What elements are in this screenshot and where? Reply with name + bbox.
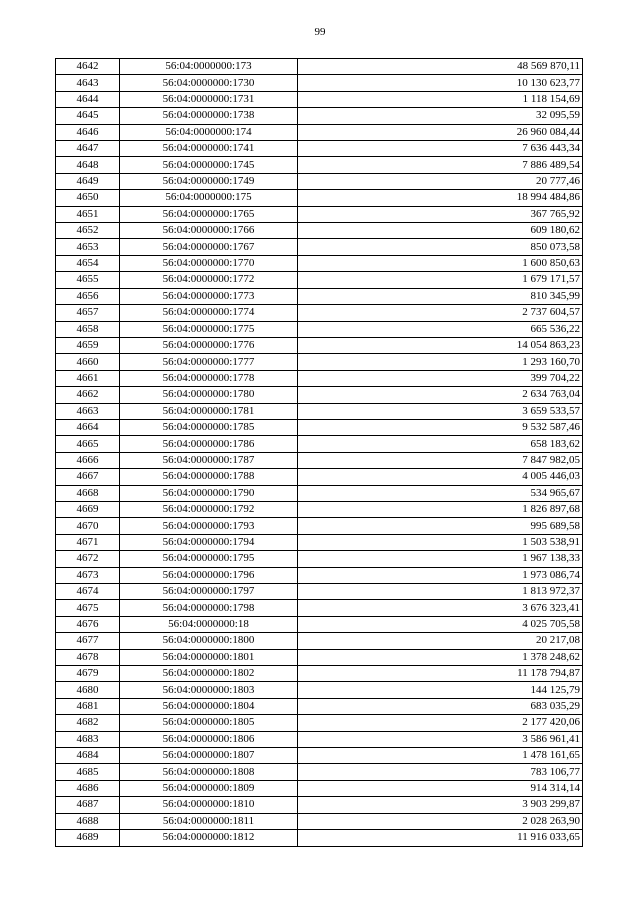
- cadastral-number-cell: 56:04:0000000:173: [120, 59, 298, 75]
- table-row: [56, 108, 583, 124]
- row-number-cell: 4661: [56, 370, 120, 386]
- cadastral-number-cell: 56:04:0000000:1777: [120, 354, 298, 370]
- row-number-cell: 4681: [56, 698, 120, 714]
- cadastral-number-cell: 56:04:0000000:1780: [120, 387, 298, 403]
- table-row: [56, 731, 583, 747]
- cadastral-number-cell: 56:04:0000000:1795: [120, 551, 298, 567]
- table-row: [56, 780, 583, 796]
- cadastral-value-table: [55, 58, 583, 847]
- cadastral-number-cell: 56:04:0000000:1792: [120, 501, 298, 517]
- table-body: [56, 59, 583, 847]
- cadastral-value-cell: 2 177 420,06: [298, 715, 583, 731]
- cadastral-value-cell: 1 679 171,57: [298, 272, 583, 288]
- cadastral-value-cell: 144 125,79: [298, 682, 583, 698]
- cadastral-number-cell: 56:04:0000000:1809: [120, 780, 298, 796]
- row-number-cell: 4650: [56, 190, 120, 206]
- row-number-cell: 4670: [56, 518, 120, 534]
- row-number-cell: 4666: [56, 452, 120, 468]
- cadastral-value-cell: 609 180,62: [298, 223, 583, 239]
- cadastral-number-cell: 56:04:0000000:1772: [120, 272, 298, 288]
- table-row: [56, 469, 583, 485]
- table-row: [56, 813, 583, 829]
- cadastral-number-cell: 56:04:0000000:1802: [120, 666, 298, 682]
- table-row: [56, 255, 583, 271]
- cadastral-number-cell: 56:04:0000000:1807: [120, 748, 298, 764]
- cadastral-value-cell: 9 532 587,46: [298, 419, 583, 435]
- cadastral-number-cell: 56:04:0000000:1741: [120, 141, 298, 157]
- cadastral-number-cell: 56:04:0000000:1765: [120, 206, 298, 222]
- table-row: [56, 830, 583, 846]
- row-number-cell: 4642: [56, 59, 120, 75]
- row-number-cell: 4665: [56, 436, 120, 452]
- row-number-cell: 4685: [56, 764, 120, 780]
- cadastral-value-cell: 7 636 443,34: [298, 141, 583, 157]
- cadastral-value-cell: 48 569 870,11: [298, 59, 583, 75]
- row-number-cell: 4644: [56, 91, 120, 107]
- row-number-cell: 4664: [56, 419, 120, 435]
- cadastral-number-cell: 56:04:0000000:1793: [120, 518, 298, 534]
- table-row: [56, 157, 583, 173]
- row-number-cell: 4679: [56, 666, 120, 682]
- row-number-cell: 4671: [56, 534, 120, 550]
- row-number-cell: 4656: [56, 288, 120, 304]
- table-row: [56, 797, 583, 813]
- table-row: [56, 682, 583, 698]
- cadastral-value-cell: 1 973 086,74: [298, 567, 583, 583]
- table-row: [56, 305, 583, 321]
- row-number-cell: 4663: [56, 403, 120, 419]
- cadastral-number-cell: 56:04:0000000:1785: [120, 419, 298, 435]
- cadastral-value-cell: 3 586 961,41: [298, 731, 583, 747]
- cadastral-value-cell: 783 106,77: [298, 764, 583, 780]
- table-row: [56, 551, 583, 567]
- cadastral-number-cell: 56:04:0000000:18: [120, 616, 298, 632]
- cadastral-number-cell: 56:04:0000000:1805: [120, 715, 298, 731]
- cadastral-number-cell: 56:04:0000000:1770: [120, 255, 298, 271]
- row-number-cell: 4676: [56, 616, 120, 632]
- cadastral-value-cell: 1 118 154,69: [298, 91, 583, 107]
- row-number-cell: 4683: [56, 731, 120, 747]
- cadastral-value-cell: 2 028 263,90: [298, 813, 583, 829]
- table-row: [56, 190, 583, 206]
- cadastral-value-cell: 995 689,58: [298, 518, 583, 534]
- cadastral-value-cell: 850 073,58: [298, 239, 583, 255]
- table-row: [56, 272, 583, 288]
- cadastral-number-cell: 56:04:0000000:1796: [120, 567, 298, 583]
- row-number-cell: 4652: [56, 223, 120, 239]
- row-number-cell: 4646: [56, 124, 120, 140]
- row-number-cell: 4651: [56, 206, 120, 222]
- page-number: 99: [314, 26, 326, 38]
- cadastral-value-cell: 1 813 972,37: [298, 584, 583, 600]
- cadastral-value-cell: 3 903 299,87: [298, 797, 583, 813]
- table-row: [56, 387, 583, 403]
- cadastral-value-cell: 7 886 489,54: [298, 157, 583, 173]
- table-row: [56, 321, 583, 337]
- cadastral-number-cell: 56:04:0000000:1781: [120, 403, 298, 419]
- table-row: [56, 173, 583, 189]
- row-number-cell: 4674: [56, 584, 120, 600]
- row-number-cell: 4654: [56, 255, 120, 271]
- cadastral-value-cell: 20 217,08: [298, 633, 583, 649]
- row-number-cell: 4653: [56, 239, 120, 255]
- cadastral-number-cell: 56:04:0000000:1800: [120, 633, 298, 649]
- row-number-cell: 4682: [56, 715, 120, 731]
- row-number-cell: 4686: [56, 780, 120, 796]
- cadastral-value-cell: 26 960 084,44: [298, 124, 583, 140]
- cadastral-value-cell: 1 826 897,68: [298, 501, 583, 517]
- table-row: [56, 223, 583, 239]
- row-number-cell: 4657: [56, 305, 120, 321]
- cadastral-number-cell: 56:04:0000000:1811: [120, 813, 298, 829]
- table-row: [56, 419, 583, 435]
- table-row: [56, 436, 583, 452]
- row-number-cell: 4660: [56, 354, 120, 370]
- row-number-cell: 4677: [56, 633, 120, 649]
- table-row: [56, 518, 583, 534]
- row-number-cell: 4672: [56, 551, 120, 567]
- cadastral-value-cell: 3 659 533,57: [298, 403, 583, 419]
- row-number-cell: 4655: [56, 272, 120, 288]
- cadastral-number-cell: 56:04:0000000:1749: [120, 173, 298, 189]
- cadastral-value-cell: 14 054 863,23: [298, 337, 583, 353]
- table-row: [56, 534, 583, 550]
- cadastral-value-cell: 1 503 538,91: [298, 534, 583, 550]
- cadastral-value-cell: 10 130 623,77: [298, 75, 583, 91]
- cadastral-value-cell: 683 035,29: [298, 698, 583, 714]
- row-number-cell: 4662: [56, 387, 120, 403]
- row-number-cell: 4680: [56, 682, 120, 698]
- table-row: [56, 666, 583, 682]
- table-row: [56, 501, 583, 517]
- table-row: [56, 485, 583, 501]
- cadastral-value-cell: 1 967 138,33: [298, 551, 583, 567]
- table-row: [56, 75, 583, 91]
- cadastral-value-cell: 665 536,22: [298, 321, 583, 337]
- table-row: [56, 91, 583, 107]
- cadastral-number-cell: 56:04:0000000:1766: [120, 223, 298, 239]
- cadastral-value-cell: 1 478 161,65: [298, 748, 583, 764]
- cadastral-value-cell: 4 025 705,58: [298, 616, 583, 632]
- cadastral-number-cell: 56:04:0000000:1786: [120, 436, 298, 452]
- cadastral-value-cell: 11 916 033,65: [298, 830, 583, 846]
- cadastral-value-cell: 810 345,99: [298, 288, 583, 304]
- cadastral-number-cell: 56:04:0000000:1773: [120, 288, 298, 304]
- cadastral-number-cell: 56:04:0000000:174: [120, 124, 298, 140]
- row-number-cell: 4649: [56, 173, 120, 189]
- table-row: [56, 288, 583, 304]
- table-row: [56, 403, 583, 419]
- row-number-cell: 4688: [56, 813, 120, 829]
- cadastral-number-cell: 56:04:0000000:1767: [120, 239, 298, 255]
- cadastral-value-cell: 1 378 248,62: [298, 649, 583, 665]
- cadastral-number-cell: 56:04:0000000:1801: [120, 649, 298, 665]
- cadastral-number-cell: 56:04:0000000:1798: [120, 600, 298, 616]
- cadastral-number-cell: 56:04:0000000:1806: [120, 731, 298, 747]
- table-row: [56, 715, 583, 731]
- cadastral-number-cell: 56:04:0000000:1787: [120, 452, 298, 468]
- table-row: [56, 584, 583, 600]
- row-number-cell: 4668: [56, 485, 120, 501]
- row-number-cell: 4689: [56, 830, 120, 846]
- cadastral-value-cell: 399 704,22: [298, 370, 583, 386]
- table-row: [56, 239, 583, 255]
- cadastral-value-cell: 1 600 850,63: [298, 255, 583, 271]
- table-row: [56, 748, 583, 764]
- cadastral-number-cell: 56:04:0000000:1731: [120, 91, 298, 107]
- table-row: [56, 616, 583, 632]
- cadastral-number-cell: 56:04:0000000:1776: [120, 337, 298, 353]
- cadastral-number-cell: 56:04:0000000:1738: [120, 108, 298, 124]
- row-number-cell: 4684: [56, 748, 120, 764]
- cadastral-number-cell: 56:04:0000000:1730: [120, 75, 298, 91]
- cadastral-number-cell: 56:04:0000000:1797: [120, 584, 298, 600]
- row-number-cell: 4648: [56, 157, 120, 173]
- cadastral-number-cell: 56:04:0000000:1775: [120, 321, 298, 337]
- cadastral-value-cell: 20 777,46: [298, 173, 583, 189]
- cadastral-number-cell: 56:04:0000000:1804: [120, 698, 298, 714]
- row-number-cell: 4669: [56, 501, 120, 517]
- cadastral-number-cell: 56:04:0000000:1790: [120, 485, 298, 501]
- cadastral-value-cell: 4 005 446,03: [298, 469, 583, 485]
- cadastral-number-cell: 56:04:0000000:1788: [120, 469, 298, 485]
- cadastral-value-cell: 2 737 604,57: [298, 305, 583, 321]
- cadastral-number-cell: 56:04:0000000:1812: [120, 830, 298, 846]
- table-row: [56, 649, 583, 665]
- cadastral-number-cell: 56:04:0000000:1745: [120, 157, 298, 173]
- cadastral-value-cell: 18 994 484,86: [298, 190, 583, 206]
- row-number-cell: 4675: [56, 600, 120, 616]
- cadastral-value-cell: 1 293 160,70: [298, 354, 583, 370]
- table-row: [56, 206, 583, 222]
- cadastral-number-cell: 56:04:0000000:1803: [120, 682, 298, 698]
- cadastral-number-cell: 56:04:0000000:1774: [120, 305, 298, 321]
- table-row: [56, 370, 583, 386]
- row-number-cell: 4678: [56, 649, 120, 665]
- row-number-cell: 4647: [56, 141, 120, 157]
- row-number-cell: 4658: [56, 321, 120, 337]
- cadastral-number-cell: 56:04:0000000:1808: [120, 764, 298, 780]
- table-row: [56, 633, 583, 649]
- cadastral-number-cell: 56:04:0000000:1794: [120, 534, 298, 550]
- table-row: [56, 698, 583, 714]
- table-row: [56, 600, 583, 616]
- cadastral-value-cell: 367 765,92: [298, 206, 583, 222]
- table-row: [56, 141, 583, 157]
- cadastral-number-cell: 56:04:0000000:175: [120, 190, 298, 206]
- cadastral-value-cell: 2 634 763,04: [298, 387, 583, 403]
- cadastral-value-cell: 32 095,59: [298, 108, 583, 124]
- row-number-cell: 4643: [56, 75, 120, 91]
- table-row: [56, 59, 583, 75]
- row-number-cell: 4687: [56, 797, 120, 813]
- row-number-cell: 4659: [56, 337, 120, 353]
- cadastral-value-cell: 658 183,62: [298, 436, 583, 452]
- table-row: [56, 567, 583, 583]
- table-row: [56, 354, 583, 370]
- cadastral-value-cell: 3 676 323,41: [298, 600, 583, 616]
- cadastral-value-cell: 7 847 982,05: [298, 452, 583, 468]
- cadastral-value-cell: 534 965,67: [298, 485, 583, 501]
- cadastral-value-cell: 11 178 794,87: [298, 666, 583, 682]
- table-row: [56, 452, 583, 468]
- table-row: [56, 764, 583, 780]
- row-number-cell: 4673: [56, 567, 120, 583]
- table-row: [56, 124, 583, 140]
- row-number-cell: 4667: [56, 469, 120, 485]
- cadastral-value-cell: 914 314,14: [298, 780, 583, 796]
- cadastral-number-cell: 56:04:0000000:1778: [120, 370, 298, 386]
- row-number-cell: 4645: [56, 108, 120, 124]
- cadastral-number-cell: 56:04:0000000:1810: [120, 797, 298, 813]
- table-row: [56, 337, 583, 353]
